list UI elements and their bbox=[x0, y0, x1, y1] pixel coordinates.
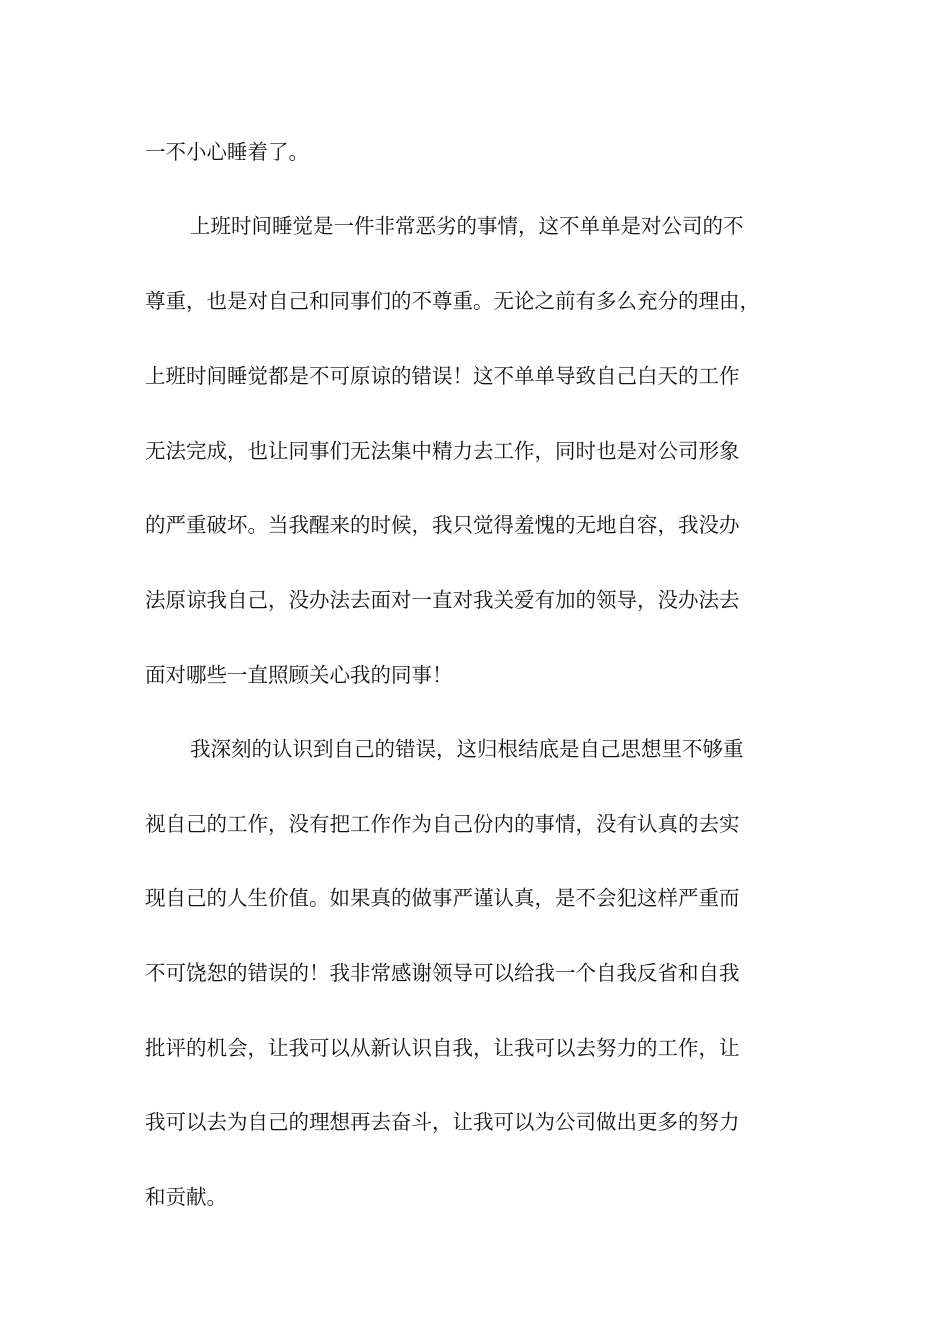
text-line: 法原谅我自己，没办法去面对一直对我关爱有加的领导，没办法去 bbox=[145, 588, 740, 612]
text-line: 批评的机会，让我可以从新认识自我，让我可以去努力的工作，让 bbox=[145, 1036, 740, 1060]
text-line: 一不小心睡着了。 bbox=[145, 140, 309, 164]
text-line: 我可以去为自己的理想再去奋斗，让我可以为公司做出更多的努力 bbox=[145, 1110, 740, 1134]
text-line: 现自己的人生价值。如果真的做事严谨认真，是不会犯这样严重而 bbox=[145, 886, 740, 910]
text-line: 的严重破坏。当我醒来的时候，我只觉得羞愧的无地自容，我没办 bbox=[145, 513, 740, 537]
text-line: 和贡献。 bbox=[145, 1185, 227, 1209]
text-line: 不可饶恕的错误的！我非常感谢领导可以给我一个自我反省和自我 bbox=[145, 961, 740, 985]
text-line: 尊重，也是对自己和同事们的不尊重。无论之前有多么充分的理由， bbox=[145, 289, 760, 313]
text-line: 面对哪些一直照顾关心我的同事！ bbox=[145, 663, 453, 687]
text-line: 上班时间睡觉都是不可原谅的错误！这不单单导致自己白天的工作 bbox=[145, 364, 740, 388]
paragraph-first-line: 我深刻的认识到自己的错误，这归根结底是自己思想里不够重 bbox=[190, 737, 744, 761]
paragraph-first-line: 上班时间睡觉是一件非常恶劣的事情，这不单单是对公司的不 bbox=[190, 214, 744, 238]
text-line: 无法完成，也让同事们无法集中精力去工作，同时也是对公司形象 bbox=[145, 439, 740, 463]
text-line: 视自己的工作，没有把工作作为自己份内的事情，没有认真的去实 bbox=[145, 812, 740, 836]
